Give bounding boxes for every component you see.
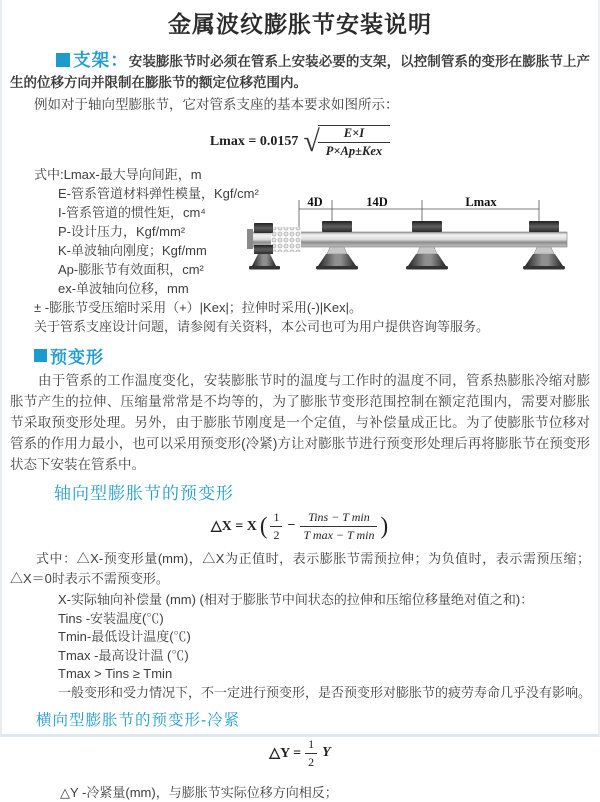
axial-formula-explanation: 式中：△X-预变形量(mm)，△X为正值时，表示膨胀节需预拉伸；为负值时，表示需预压缩；△X＝0时表示不需预变形。 [10,551,590,586]
predeformation-section-label: 预变形 [50,347,104,367]
close-paren: ) [380,512,389,539]
definition-line: 关于管系支座设计问题，请参阅有关资料，本公司也可为用户提供咨询等服务。 [34,319,490,334]
definition-line: Tmin-最低设计温度(℃) [58,629,191,644]
dim-label-14d: 14D [366,195,388,209]
radical-fraction [318,125,390,159]
half-fraction [270,510,282,543]
section-marker-icon [34,349,47,362]
support-example-line: 例如对于轴向型膨胀节，它对管系支座的基本要求如图所示： [34,97,399,112]
definitions-and-diagram [10,165,590,336]
lateral-formula-lhs: △Y = [269,745,302,761]
support-intro-text: 安装膨胀节时必须在管系上安装必要的支架，以控制管系的变形在膨胀节上产生的位移方向并限制在膨胀节的额定位移范围内。 [10,54,591,90]
dim-label-lmax: Lmax [465,195,497,209]
lateral-formula-note: △Y -冷紧量(mm)，与膨胀节实际位移方向相反； [60,785,338,800]
fraction-numerator: 1 [308,736,315,751]
definition-line: K-单波轴向刚度；Kgf/mm [58,243,207,258]
definition-line: Tmax -最高设计温 (℃) [58,647,189,663]
lmax-formula [10,123,590,161]
fraction-numerator: 1 [273,509,280,524]
predeformation-section-header [34,344,590,366]
fraction-numerator: E×I [343,126,365,140]
dimension-labels [307,195,497,209]
bellows-section [271,227,301,252]
lateral-formula-rhs: Y [322,745,331,760]
lmax-formula-lhs: Lmax = 0.0157 [209,134,299,149]
open-paren: ( [259,512,268,539]
definition-line: Tmax > Tins ≥ Tmin [58,666,173,681]
fraction-denominator: 2 [270,526,282,543]
fraction-denominator: 2 [305,753,317,770]
fraction-denominator: P×Ap±Kex [318,142,390,159]
definition-line: I-管系管道的惯性矩，cm⁴ [58,205,206,220]
half-fraction [305,737,317,770]
axial-definition-list [10,591,590,702]
support-section-label: 支架： [73,50,129,70]
temperature-fraction [300,510,377,543]
page-title: 金属波纹膨胀节安装说明 [168,11,432,37]
pipe-support-diagram [247,195,600,287]
axial-formula-lhs: △X = X [210,518,257,534]
definition-line: ± -膨胀节受压缩时采用（+）|Kex|；拉伸时采用(-)|Kex|。 [34,300,362,315]
minus-operator: − [287,518,296,533]
definition-line: X-实际轴向补偿量 (mm) (相对于膨胀节中间状态的拉伸和压缩位移量绝对值之和)： [58,592,534,607]
section-marker-icon [56,53,70,67]
radical-expression [303,125,390,159]
axial-predeformation-formula [10,509,590,543]
lateral-predeformation-subtitle: 横向型膨胀节的预变形-冷紧 [36,712,241,729]
definition-line: 一般变形和受力情况下，不一定进行预变形，是否预变形对膨胀节的疲劳寿命几乎没有影响。 [58,684,592,700]
definition-line: E-管系管道材料弹性模量，Kgf/cm² [58,186,259,201]
definition-line: P-设计压力，Kgf/mm² [58,224,186,239]
support-section-intro [10,50,590,93]
axial-predeformation-subtitle: 轴向型膨胀节的预变形 [54,484,234,503]
predeformation-paragraph: 由于管系的工作温度变化，安装膨胀节时的温度与工作时的温度不同，管系热膨胀冷缩对膨胀节产生的拉伸、压缩量常常是不均等的，为了膨胀节变形范围控制在额定范围内，需要对膨胀节采取预变形处理。另外，由于膨胀节刚度是一个定值，与补偿量成正比。为了使膨胀节位移对管系的作用力最小，也可以采用预变形(冷紧)方让对膨胀节进行预变形处理后再将膨胀节在预变形状态下安装在管系中。 [10,373,590,472]
definition-line: 式中:Lmax-最大导向间距，m [34,167,202,182]
definition-line: Ap-膨胀节有效面积，cm² [58,262,204,277]
definition-line: ex-单波轴向位移，mm [58,281,189,296]
lateral-predeformation-formula [10,736,590,770]
radical-sign-icon: √ [303,125,320,159]
dim-label-4d: 4D [307,195,323,209]
definition-line: Tins -安装温度(℃) [58,610,164,626]
fraction-numerator: Tins − T min [308,509,370,524]
fraction-denominator: T max − T min [300,526,377,543]
